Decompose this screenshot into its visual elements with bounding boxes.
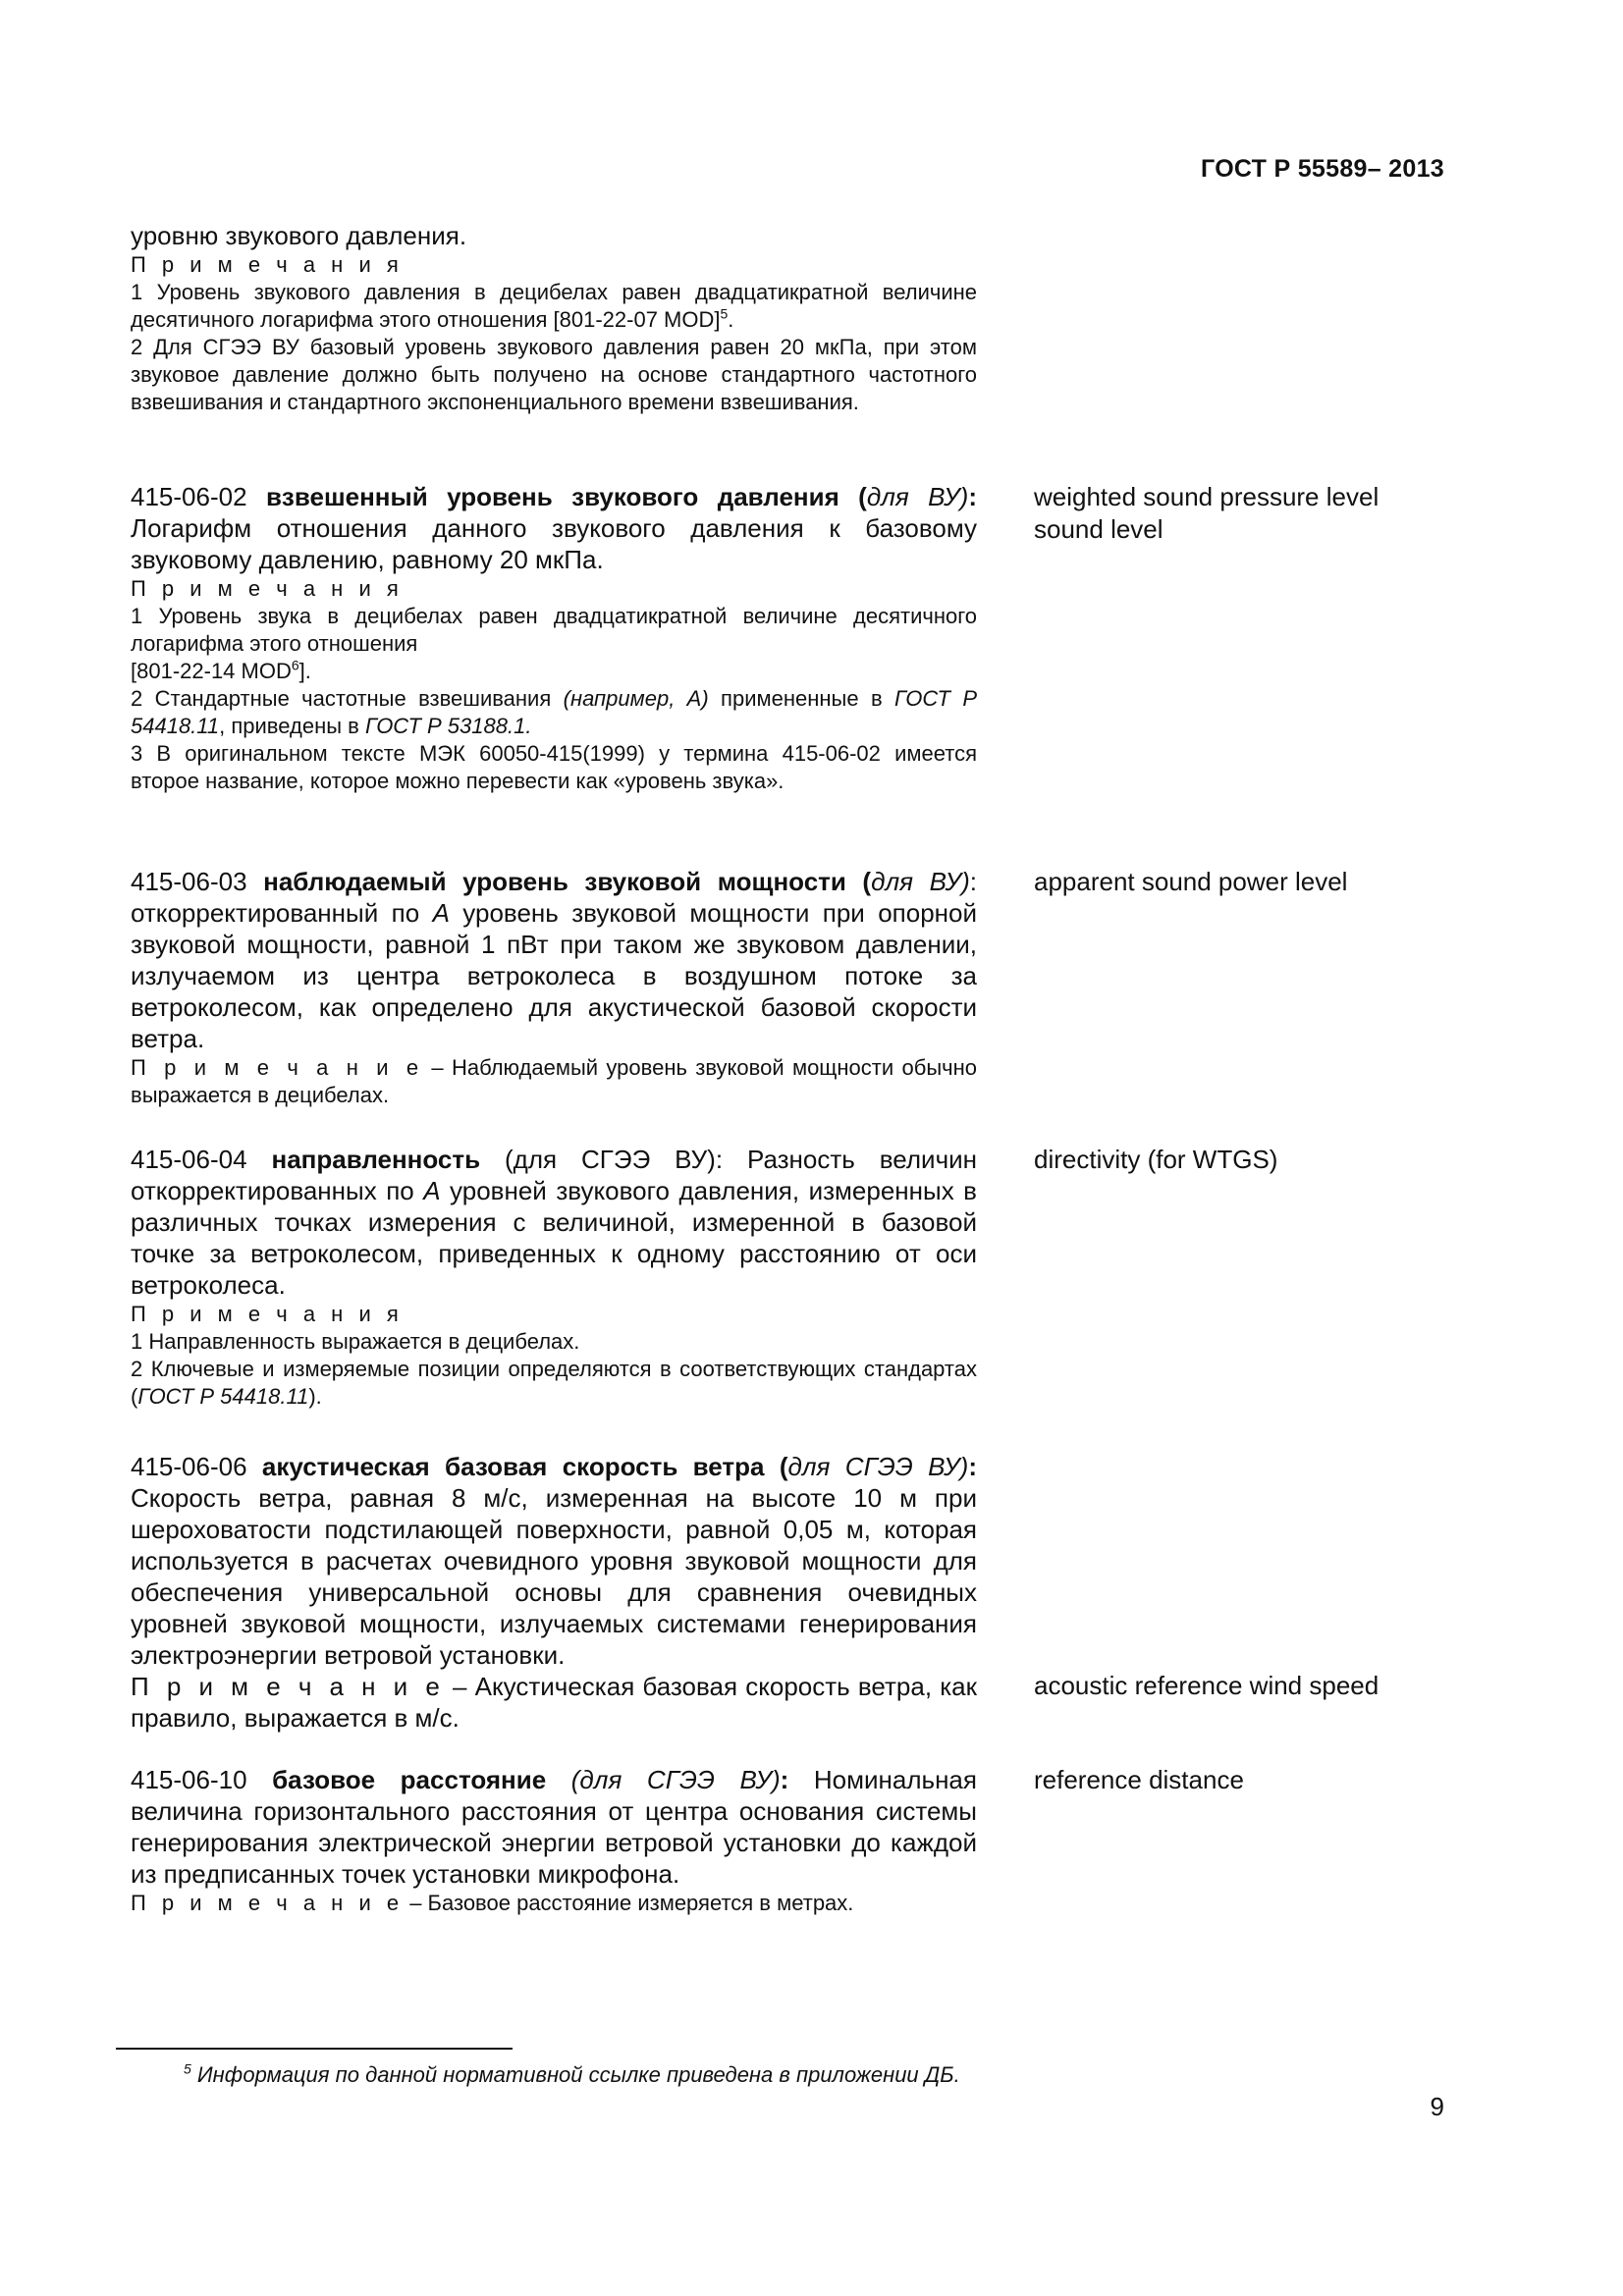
note-1: 1 Уровень звука в децибелах равен двадцатикратной величине десятичного логарифма этого отношения: [131, 604, 977, 656]
english-term-415-06-02: [1034, 481, 1456, 546]
term-code: 415-06-04: [131, 1145, 247, 1174]
definition-text: Скорость ветра, равная 8 м/с, измеренная на высоте 10 м при шероховатости подстилающей поверхности, равной 0,05 м, которая используется в расчетах очевидного уровня звуковой мощности для обеспечения универсальной основы для сравнения очевидных уровней звуковой мощности, излучаемых системами генерирования электроэнергии ветровой установки.: [131, 1483, 977, 1670]
term-definition: 415-06-04 направленность (для СГЭЭ ВУ): Разность величин откорректированных по А уровней звукового давления, измеренных в различных точках измерения с величиной, измеренной в базовой точке за ветроколесом, приведенных к одному расстоянию от оси ветроколеса.: [131, 1145, 977, 1300]
term-qualifier: (для СГЭЭ ВУ): [570, 1765, 781, 1794]
footnote-divider: [116, 2048, 513, 2050]
note-3: 3 В оригинальном тексте МЭК 60050-415(1999) у термина 415-06-02 имеется второе название, которое можно перевести как «уровень звука».: [131, 741, 977, 793]
term-qualifier: для ВУ): [866, 482, 969, 511]
term-definition: 415-06-03 наблюдаемый уровень звуковой мощности (для ВУ): откорректированный по А уровень звуковой мощности при опорной звуковой мощности, равной 1 пВт при таком же звуковом давлении, излучаемом из центра ветроколеса в воздушном потоке за ветроколесом, как определено для акустической базовой скорости ветра.: [131, 867, 978, 1053]
note-1-ref: [801-22-14 MOD$^6$].: [131, 657, 311, 683]
continued-definition: [131, 220, 977, 416]
english-term-415-06-10: [1034, 1764, 1456, 1796]
continued-text: уровню звукового давления.: [131, 221, 467, 250]
note-2: 2 Стандартные частотные взвешивания (например, А) примененные в ГОСТ Р 54418.11, приведены в ГОСТ Р 53188.1.: [131, 686, 978, 738]
term-definition: 415-06-06 акустическая базовая скорость ветра (для СГЭЭ ВУ): Скорость ветра, равная 8 м/с, измеренная на высоте 10 м при шероховатости подстилающей поверхности, равной 0,05 м, которая используется в расчетах очевидного уровня звуковой мощности для обеспечения универсальной основы для сравнения очевидных уровней звуковой мощности, излучаемых системами генерирования электроэнергии ветровой установки.: [131, 1452, 977, 1670]
note-2: 2 Ключевые и измеряемые позиции определяются в соответствующих стандартах (ГОСТ Р 54418.11).: [131, 1357, 977, 1409]
term-title: взвешенный уровень звукового давления (: [265, 482, 867, 511]
english-term-415-06-06: [1034, 1670, 1456, 1702]
footnote-ref: 5: [720, 305, 729, 322]
page-number: 9: [1430, 2092, 1444, 2121]
english-term-415-06-04: [1034, 1144, 1456, 1176]
term-code: 415-06-02: [131, 482, 247, 511]
note: П р и м е ч а н и е – Акустическая базовая скорость ветра, как правило, выражается в м/с.: [131, 1672, 977, 1733]
term-code: 415-06-06: [131, 1452, 247, 1481]
note: П р и м е ч а н и е – Наблюдаемый уровень звуковой мощности обычно выражается в децибелах.: [131, 1055, 977, 1107]
definition-text: Логарифм отношения данного звукового давления к базовому звуковому давлению, равному 20 мкПа.: [131, 513, 977, 574]
english-term-415-06-03: [1034, 866, 1456, 898]
note-2: 2 Для СГЭЭ ВУ базовый уровень звукового давления равен 20 мкПа, при этом звуковое давление должно быть получено на основе стандартного частотного взвешивания и стандартного экспоненциального времени взвешивания.: [131, 335, 977, 414]
notes-label: П р и м е ч а н и я: [131, 1302, 404, 1326]
term-title: направленность: [271, 1145, 481, 1174]
english-term-alt: sound level: [1034, 514, 1163, 544]
term-title: наблюдаемый уровень звуковой мощности (: [263, 867, 872, 896]
english-term: directivity (for WTGS): [1034, 1145, 1278, 1174]
term-entry-415-06-03: [131, 866, 977, 1109]
english-term: weighted sound pressure level: [1034, 482, 1380, 511]
term-entry-415-06-10: [131, 1764, 977, 1917]
term-definition: 415-06-02 взвешенный уровень звукового давления (для ВУ): Логарифм отношения данного звукового давления к базовому звуковому давлению, равному 20 мкПа.: [131, 482, 978, 574]
footnote-number: 5: [184, 2060, 191, 2077]
term-code: 415-06-10: [131, 1765, 247, 1794]
english-term: acoustic reference wind speed: [1034, 1671, 1380, 1700]
english-term: reference distance: [1034, 1765, 1244, 1794]
notes-label: П р и м е ч а н и я: [131, 252, 404, 277]
footnote: [184, 2062, 960, 2088]
notes-label: П р и м е ч а н и я: [131, 576, 404, 601]
term-entry-415-06-02: [131, 481, 977, 795]
term-qualifier: для СГЭЭ ВУ): [787, 1452, 969, 1481]
term-title: акустическая базовая скорость ветра (: [261, 1452, 788, 1481]
document-header: ГОСТ Р 55589– 2013: [1201, 155, 1444, 183]
term-code: 415-06-03: [131, 867, 247, 896]
term-title: базовое расстояние: [272, 1765, 547, 1794]
footnote-ref: 6: [291, 657, 299, 673]
term-entry-415-06-06: [131, 1451, 977, 1734]
note: П р и м е ч а н и е – Базовое расстояние измеряется в метрах.: [131, 1891, 854, 1915]
note-1: 1 Уровень звукового давления в децибелах равен двадцатикратной величине десятичного логарифма этого отношения [801-22-07 MOD]$^5$.: [131, 280, 977, 332]
term-definition: 415-06-10 базовое расстояние (для СГЭЭ ВУ): Номинальная величина горизонтального расстояния от центра основания системы генерирования электрической энергии ветровой установки до каждой из предписанных точек установки микрофона.: [131, 1765, 977, 1889]
english-term: apparent sound power level: [1034, 867, 1348, 896]
term-qualifier: для ВУ): [871, 867, 970, 896]
term-entry-415-06-04: [131, 1144, 977, 1411]
note-1: 1 Направленность выражается в децибелах.: [131, 1329, 580, 1354]
definition-text: Номинальная величина горизонтального расстояния от центра основания системы генерирования электрической энергии ветровой установки до каждой из предписанных точек установки микрофона.: [131, 1765, 977, 1889]
footnote-text: Информация по данной нормативной ссылке приведена в приложении ДБ.: [196, 2062, 960, 2087]
